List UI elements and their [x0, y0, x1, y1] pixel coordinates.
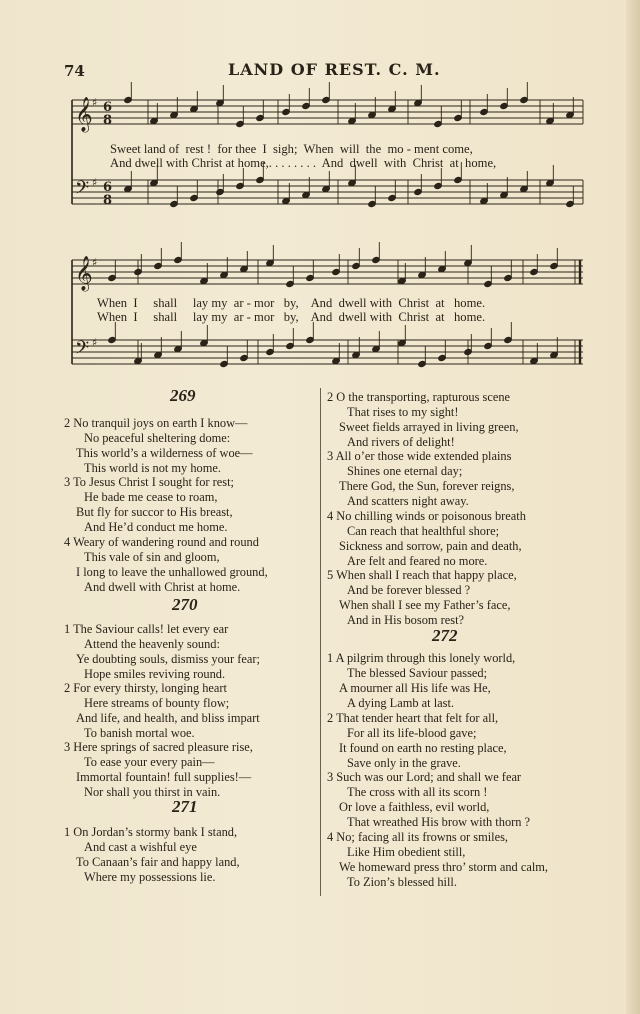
- staff-bass-2: [72, 340, 583, 364]
- svg-text:8: 8: [103, 193, 113, 208]
- svg-text:6: 6: [103, 100, 113, 115]
- lyric-line-2-verse-1: When I shall lay my ar - mor by, And dwell with Christ at home.: [97, 296, 486, 310]
- sharp-icon: ♯: [92, 336, 98, 349]
- stanza: 4 No chilling winds or poisonous breath Can reach that healthful shore; Sickness and sorrow, pain and death, Are felt and feared no more.: [327, 509, 526, 568]
- svg-text:6: 6: [103, 180, 113, 195]
- stanza: 3 To Jesus Christ I sought for rest; He bade me cease to roam, But fly for succor to His breast, And He’d conduct me home.: [64, 475, 234, 534]
- column-divider: [320, 388, 321, 896]
- stanza: 3 Such was our Lord; and shall we fear The cross with all its scorn ! Or love a faithless, evil world, That wreathed His brow with thorn ?: [327, 770, 531, 829]
- sharp-icon: ♯: [92, 96, 98, 109]
- page-number: 74: [64, 62, 85, 80]
- hymn-number: 270: [172, 595, 198, 614]
- stanza: 4 No; facing all its frowns or smiles, Like Him obedient still, We homeward press thro’ storm and calm, To Zion’s blessed hill.: [327, 830, 549, 889]
- stanza: 4 Weary of wandering round and round This vale of sin and gloom, I long to leave the unhallowed ground, And dwell with Christ at home.: [64, 535, 268, 594]
- hymn-number: 269: [170, 386, 196, 405]
- bass-clef-icon: 𝄢: [75, 178, 90, 203]
- page-title: LAND OF REST. C. M.: [228, 60, 441, 79]
- stanza: 3 All o’er those wide extended plains Shines one eternal day; There God, the Sun, forever reigns, And scatters night away.: [327, 449, 515, 508]
- stanza: 1 A pilgrim through this lonely world, The blessed Saviour passed; A mourner all His life was He, A dying Lamb at last.: [327, 651, 516, 710]
- sharp-icon: ♯: [92, 256, 98, 269]
- treble-clef-icon: 𝄞: [75, 97, 93, 132]
- lyric-line-1-verse-2: And dwell with Christ at home,. . . . . . . . And dwell with Christ at home,: [110, 156, 497, 170]
- stanza: 1 The Saviour calls! let every ear Attend the heavenly sound: Ye doubting souls, dismiss your fear; Hope smiles reviving round.: [64, 622, 260, 681]
- lyric-line-1-verse-1: Sweet land of rest ! for thee I sigh; When will the mo - ment come,: [110, 142, 473, 156]
- sharp-icon: ♯: [92, 176, 98, 189]
- stanza: 1 On Jordan’s stormy bank I stand, And cast a wishful eye To Canaan’s fair and happy land, Where my possessions lie.: [64, 825, 240, 884]
- hymn-number: 271: [172, 797, 198, 816]
- stanza: 2 No tranquil joys on earth I know— No peaceful sheltering dome: This world’s a wilderness of woe— This world is not my home.: [64, 416, 253, 475]
- lyric-line-2-verse-2: When I shall lay my ar - mor by, And dwell with Christ at home.: [97, 310, 486, 324]
- treble-clef-icon: 𝄞: [75, 256, 93, 291]
- stanza: 2 O the transporting, rapturous scene That rises to my sight! Sweet fields arrayed in living green, And rivers of delight!: [327, 390, 519, 449]
- hymn-number: 272: [432, 626, 458, 645]
- svg-text:8: 8: [103, 113, 113, 128]
- stanza: 5 When shall I reach that happy place, And be forever blessed ? When shall I see my Father’s face, And in His bosom rest?: [327, 568, 517, 627]
- bass-clef-icon: 𝄢: [75, 338, 90, 363]
- stanza: 3 Here springs of sacred pleasure rise, To ease your every pain— Immortal fountain! full supplies!— Nor shall you thirst in vain.: [64, 740, 253, 799]
- stanza: 2 That tender heart that felt for all, For all its life-blood gave; It found on earth no resting place, Save only in the grave.: [327, 711, 507, 770]
- stanza: 2 For every thirsty, longing heart Here streams of bounty flow; And life, and health, and bliss impart To banish mortal woe.: [64, 681, 260, 740]
